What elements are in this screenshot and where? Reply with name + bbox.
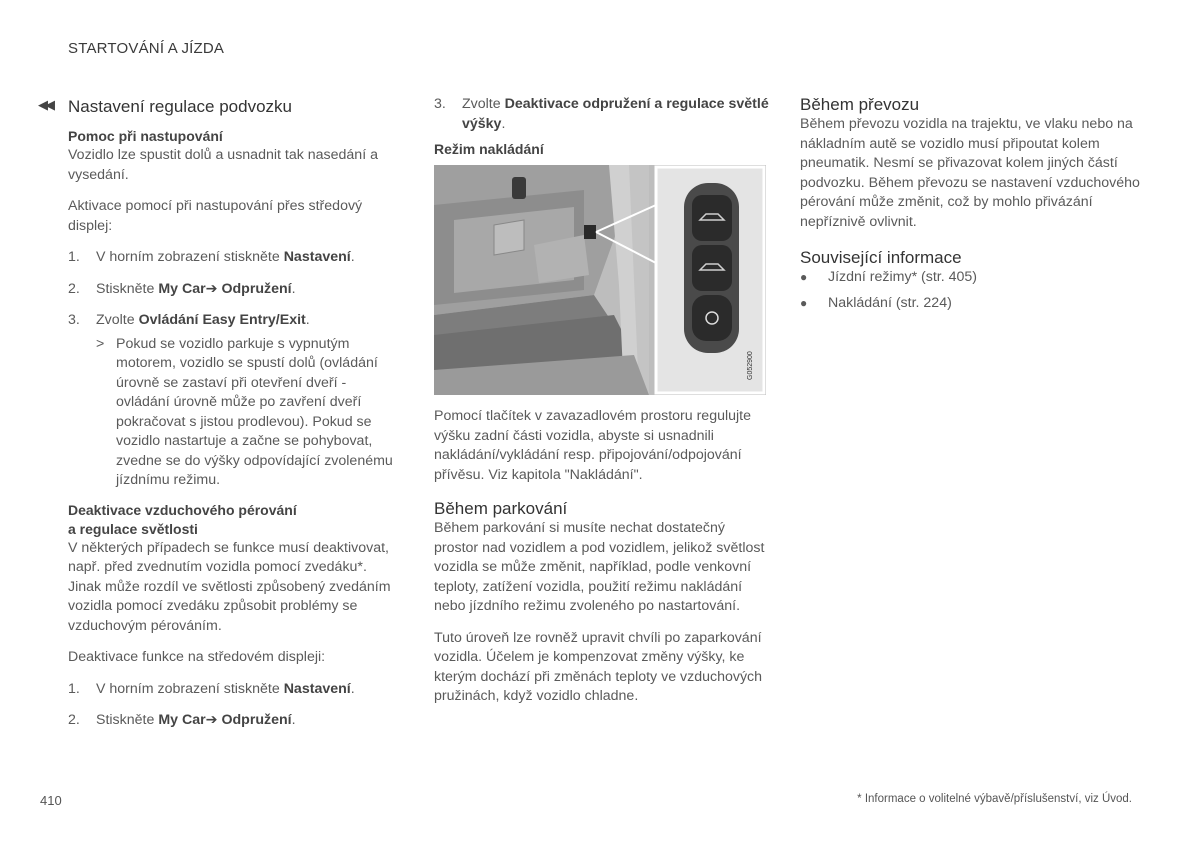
step-post: . — [305, 312, 310, 328]
deactivation-paragraph-1: V některých případech se funkce musí deaktivovat, např. před zvednutím vozidla pomocí zvedáku*. Jinak může rozdíl ve světlosti způsobený zvedáním vozidla pomocí zvedáku způsobit problémy se vzduchovým pérováním. — [68, 539, 391, 634]
step-strong: Ovládání Easy Entry/Exit — [138, 312, 306, 328]
step-post: . — [350, 680, 355, 697]
transport-heading: Během převozu — [800, 95, 920, 114]
step-text: Zvolte — [96, 312, 139, 328]
step-number: 1. — [68, 680, 80, 697]
parking-paragraph-2: Tuto úroveň lze rovněž upravit chvíli po zaparkování vozidla. Účelem je kompenzovat změny výšky, ke kterým dochází při změnách teploty ve vzduchových pružinách, když vozidlo chladne. — [434, 629, 763, 704]
step-post: . — [350, 249, 355, 265]
step-item — [434, 95, 769, 134]
step-strong: Deaktivace odpružení a regulace světlé výšky — [462, 96, 769, 132]
back-arrow-icon: ◀◀ — [38, 97, 52, 112]
loading-mode-heading: Režim nakládání — [434, 141, 544, 157]
transport-paragraph: Během převozu vozidla na trajektu, ve vlaku nebo na nákladním autě se vozidlo musí připoutat kolem pneumatik. Nesmí se přivazovat kolem jiných částí podvozku. Během převozu se nastavení vzduchového pérování může změnit, což by mohlo přivázání nepříznivě ovlivnit. — [800, 116, 1140, 230]
entry-heading: Pomoc při nastupování — [68, 128, 223, 144]
footnote: * Informace o volitelné výbavě/příslušenství, viz Úvod. — [857, 793, 1132, 805]
column-left — [40, 95, 395, 731]
step-post: . — [291, 280, 296, 297]
step-item — [40, 280, 395, 300]
parking-heading: Během parkování — [434, 499, 568, 518]
trunk-illustration — [434, 165, 766, 395]
step-number: 2. — [68, 280, 80, 297]
step-number: 3. — [434, 96, 446, 112]
page-number: 410 — [40, 793, 62, 808]
related-info-heading: Související informace — [800, 248, 962, 267]
step-number: 1. — [68, 249, 80, 265]
step-post: . — [501, 115, 506, 132]
step-item — [40, 248, 395, 268]
step-strong: My Car➔ Odpružení — [158, 712, 292, 728]
deactivation-heading-line-2: a regulace světlosti — [68, 520, 198, 537]
related-item[interactable] — [800, 268, 1140, 288]
step-item — [68, 711, 395, 731]
steps-entry — [68, 248, 395, 331]
section-title — [38, 97, 395, 117]
loading-paragraph: Pomocí tlačítek v zavazadlovém prostoru regulujte výšku zadní části vozidla, abyste si usnadnili nakládání/vykládání resp. připojování/odpojování přívěsu. Viz kapitola "Nakládání". — [434, 408, 752, 483]
step-strong: My Car➔ Odpružení — [158, 280, 292, 297]
deactivation-heading — [68, 501, 395, 539]
running-header: STARTOVÁNÍ A JÍZDA — [68, 40, 225, 57]
parking-paragraph-1: Během parkování si musíte nechat dostatečný prostor nad vozidlem a pod vozidlem, jelikož světlost vozidla se může změnit, například, podle venkovní teploty, zatížení vozidla, použití režimu nakládání nebo jízdního režimu zvoleného po nastartování. — [434, 520, 765, 614]
step-strong: Nastavení — [283, 680, 351, 697]
step-number: 3. — [68, 312, 80, 328]
related-item-text[interactable]: Nakládání (str. 224) — [828, 294, 952, 311]
step-strong: Nastavení — [283, 249, 351, 265]
step-text: V horním zobrazení stiskněte — [96, 249, 284, 265]
step-text: Stiskněte — [96, 712, 159, 728]
related-item-text[interactable]: Jízdní režimy* (str. 405) — [828, 269, 978, 285]
figure-code: G052900 — [747, 351, 754, 380]
step-text: Stiskněte — [96, 280, 159, 297]
step-text: V horním zobrazení stiskněte — [96, 680, 284, 697]
step-item — [40, 311, 395, 331]
step-result — [96, 335, 395, 491]
step-number: 2. — [68, 712, 80, 728]
bullet-icon: ● — [800, 295, 808, 310]
deactivation-heading-line-1: Deaktivace vzduchového pérování — [68, 501, 297, 518]
deactivation-paragraph-2: Deaktivace funkce na středovém displeji: — [68, 649, 326, 665]
column-middle — [434, 95, 769, 707]
related-item[interactable] — [800, 294, 1140, 314]
result-marker: > — [96, 335, 105, 352]
result-text: Pokud se vozidlo parkuje s vypnutým motorem, vozidlo se spustí dolů (ovládání úrovně se zastaví při otevření dveří - ovládání úrovně může po zavření dveří pokračovat s jistou prodlevou). Pokud se vozidlo nastartuje a začne se pohybovat, zvedne se do výšky odpovídající zvolenému jízdnímu režimu. — [116, 335, 393, 488]
trunk-buttons-illustration — [434, 165, 766, 395]
step-item — [68, 680, 395, 700]
step-post: . — [291, 712, 296, 728]
column-right — [800, 95, 1140, 313]
entry-paragraph-1: Vozidlo lze spustit dolů a usnadnit tak nasedání a vysedání. — [68, 147, 378, 183]
bullet-icon: ● — [800, 270, 808, 284]
section-title-text: Nastavení regulace podvozku — [68, 97, 292, 116]
step-text: Zvolte — [462, 96, 505, 112]
entry-paragraph-2: Aktivace pomocí při nastupování přes středový displej: — [68, 198, 363, 234]
